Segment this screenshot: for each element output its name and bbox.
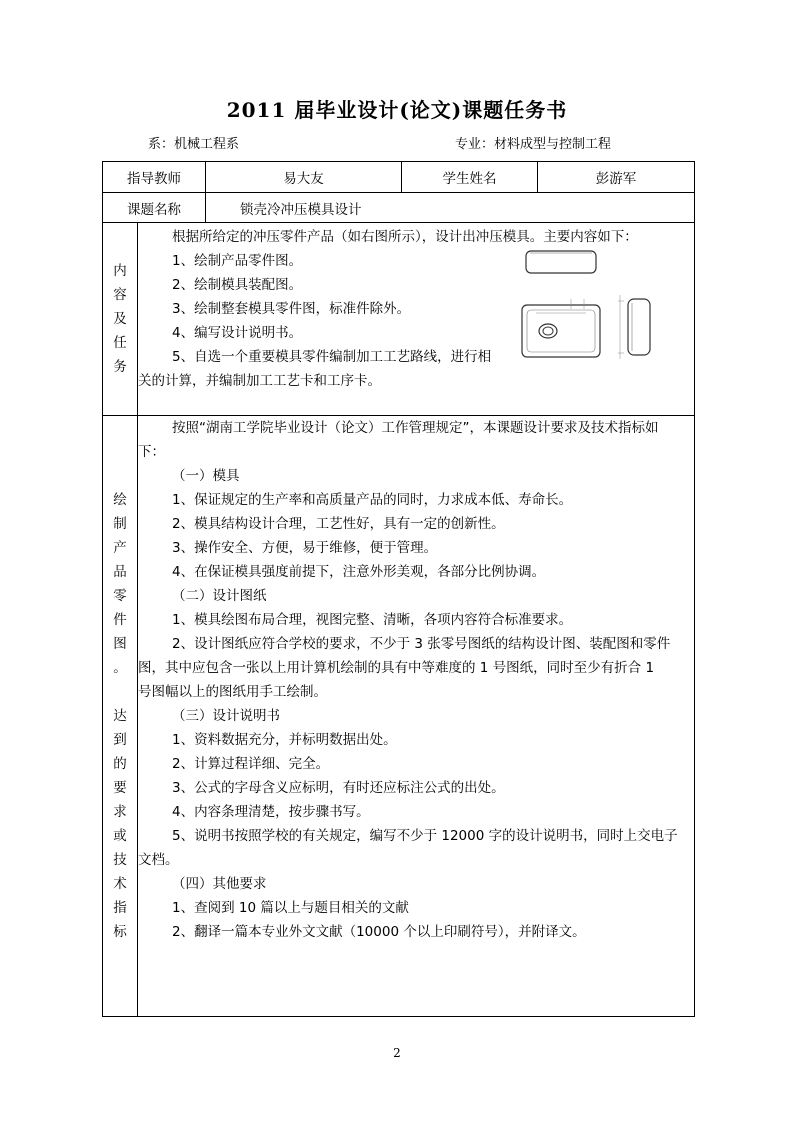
task-item: 2、绘制模具装配图。 <box>172 277 303 293</box>
task-table <box>102 161 695 223</box>
tasks-intro: 根据所给定的冲压零件产品（如右图所示），设计出冲压模具。主要内容如下： <box>172 229 638 245</box>
task-item-continued: 关的计算，并编制加工工艺卡和工序卡。 <box>138 373 381 389</box>
req-intro: 按照“湖南工学院毕业设计（论文）工作管理规定”，本课题设计要求及技术指标如 <box>172 420 659 436</box>
topic-value: 锁壳冷冲压模具设计 <box>206 193 695 223</box>
req-item: 1、模具绘图布局合理，视图完整、清晰，各项内容符合标准要求。 <box>172 612 573 628</box>
task-item: 1、绘制产品零件图。 <box>172 253 303 269</box>
req-item: 2、计算过程详细、完全。 <box>172 756 330 772</box>
req-item: 3、操作安全、方便，易于维修，便于管理。 <box>172 540 438 556</box>
task-item: 5、自选一个重要模具零件编制加工工艺路线，进行相 <box>172 349 492 365</box>
part-drawing <box>516 243 666 371</box>
req-item-cont: 文档。 <box>138 852 179 868</box>
content-table <box>102 222 695 1017</box>
requirements-row <box>103 416 695 1017</box>
req-item: 1、保证规定的生产率和高质量产品的同时，力求成本低、寿命长。 <box>172 492 573 508</box>
topic-label: 课题名称 <box>103 193 206 223</box>
major-label: 专业：材料成型与控制工程 <box>455 137 612 152</box>
department-label: 系：机械工程系 <box>148 137 240 152</box>
req-item-cont: 图，其中应包含一张以上用计算机绘制的具有中等难度的 1 号图纸，同时至少有折合 1 <box>138 660 655 676</box>
student-label: 学生姓名 <box>402 162 538 193</box>
req-intro-cont: 下： <box>138 444 165 460</box>
req-item: 4、内容条理清楚，按步骤书写。 <box>172 804 370 820</box>
tasks-row <box>103 223 695 416</box>
req-item: 3、公式的字母含义应标明，有时还应标注公式的出处。 <box>172 780 505 796</box>
tasks-content <box>138 223 695 416</box>
req-item: 1、查阅到 10 篇以上与题目相关的文献 <box>172 900 409 916</box>
req-item: 5、说明书按照学校的有关规定，编写不少于 12000 字的设计说明书，同时上交电子 <box>172 828 678 844</box>
page-number: 2 <box>393 1046 401 1060</box>
advisor-row <box>103 162 695 193</box>
req-item: 2、设计图纸应符合学校的要求，不少于 3 张零号图纸的结构设计图、装配图和零件 <box>172 636 671 652</box>
requirements-content <box>138 416 695 1017</box>
req-item: 2、模具结构设计合理，工艺性好，具有一定的创新性。 <box>172 516 505 532</box>
req-item-cont: 号图幅以上的图纸用手工绘制。 <box>138 684 327 700</box>
advisor-value: 易大友 <box>206 162 402 193</box>
requirements-side-label: 绘 制 产 品 零 件 图 。 达 到 的 要 求 或 技 术 指 标 <box>103 416 138 1017</box>
advisor-label: 指导教师 <box>103 162 206 193</box>
req-item: 2、翻译一篇本专业外文文献（10000 个以上印刷符号），并附译文。 <box>172 924 586 940</box>
document-title: 2011 届毕业设计(论文)课题任务书 <box>226 98 568 122</box>
req-item: 1、资料数据充分，并标明数据出处。 <box>172 732 397 748</box>
tasks-side-label: 内 容 及 任 务 <box>103 223 138 416</box>
topic-row <box>103 193 695 223</box>
task-item: 4、编写设计说明书。 <box>172 325 303 341</box>
section-title: （一）模具 <box>172 468 240 484</box>
task-item: 3、绘制整套模具零件图，标准件除外。 <box>172 301 411 317</box>
section-title: （三）设计说明书 <box>172 708 280 724</box>
section-title: （四）其他要求 <box>172 876 267 892</box>
student-value: 彭游军 <box>538 162 695 193</box>
section-title: （二）设计图纸 <box>172 588 267 604</box>
req-item: 4、在保证模具强度前提下，注意外形美观，各部分比例协调。 <box>172 564 546 580</box>
